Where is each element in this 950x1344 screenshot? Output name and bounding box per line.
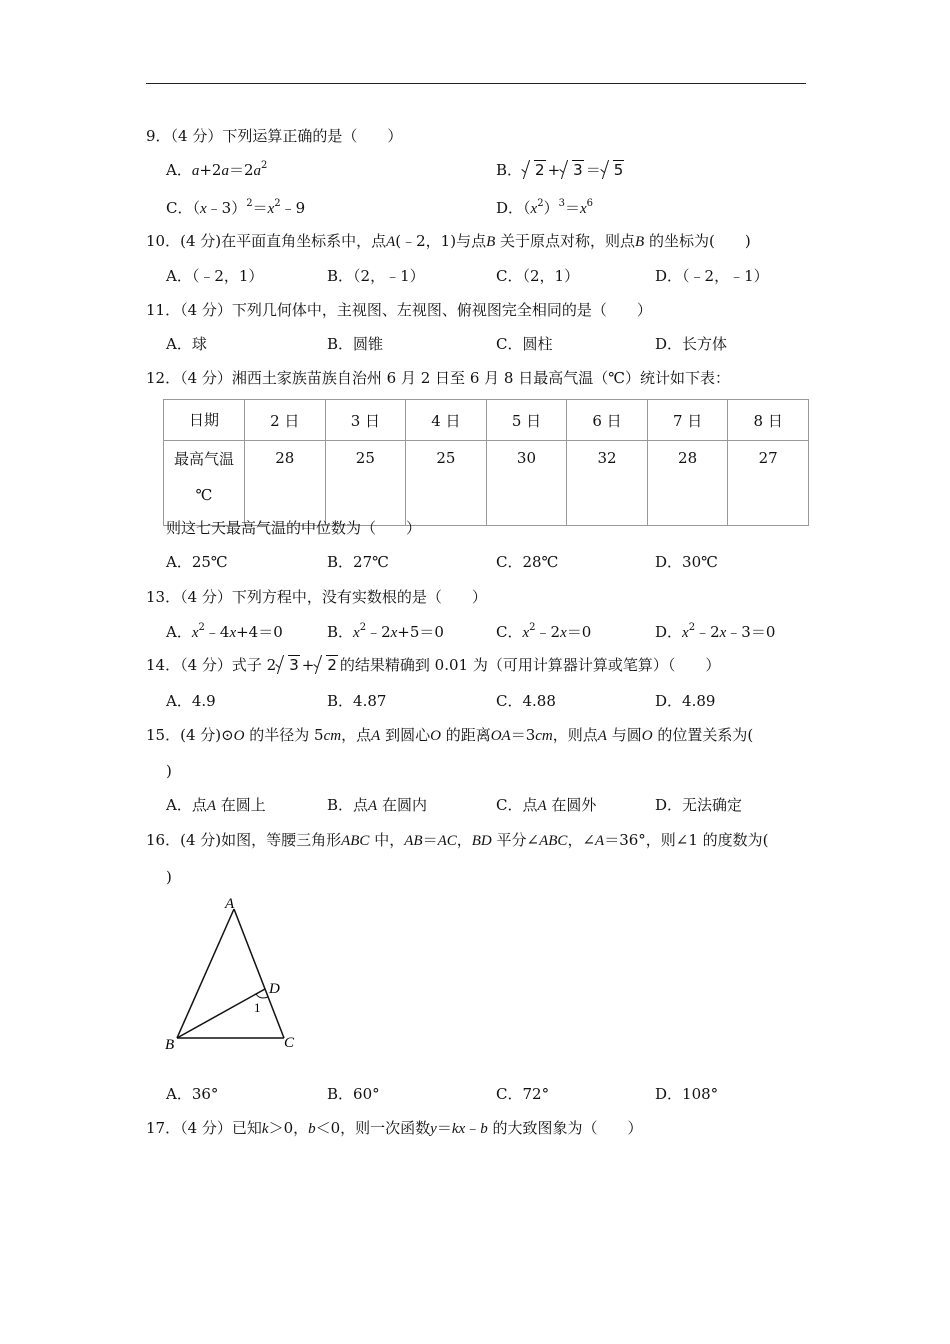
q9-option-d[interactable]: D．$(x^2)^3=x^6$	[496, 198, 594, 217]
q13-option-d[interactable]: D．$x^2﹣2x﹣3=0$	[655, 622, 776, 641]
table-header-cell: 日期	[164, 400, 245, 441]
q11-option-b[interactable]: B．圆锥	[327, 335, 384, 353]
q16-option-a[interactable]: A．36°	[166, 1085, 219, 1103]
vertex-b-label: B	[165, 1037, 175, 1053]
table-cell: 28	[245, 441, 326, 526]
q13-option-c[interactable]: C．$x^2﹣2x=0$	[496, 622, 592, 641]
q10-option-c[interactable]: C．（2，1）	[496, 267, 580, 285]
point-d-label: D	[269, 981, 280, 997]
header-rule	[146, 83, 806, 84]
q9-option-c[interactable]: C．$(x﹣3)^2=x^2﹣9$	[166, 198, 306, 217]
q10-option-d[interactable]: D．（﹣2，﹣1）	[655, 267, 769, 285]
q13-option-a[interactable]: A．$x^2﹣4x+4=0$	[166, 622, 283, 641]
table-header-cell: 6 日	[567, 400, 648, 441]
q15-stem: 15．(4 分)⊙O 的半径为 5cm，点A 到圆心O 的距离OA＝3cm，则点A 与圆O 的位置关系为(	[146, 726, 754, 744]
q14-option-b[interactable]: B．4.87	[327, 692, 387, 710]
side-ab	[177, 909, 234, 1038]
table-header-cell: 2 日	[245, 400, 326, 441]
q9-option-b[interactable]: B． 2 + 3 ＝ 5	[496, 161, 624, 179]
table-header-cell: 4 日	[406, 400, 487, 441]
q16-option-b[interactable]: B．60°	[327, 1085, 380, 1103]
q16-stem: 16．(4 分)如图，等腰三角形ABC 中，AB＝AC，BD 平分∠ABC，∠A＝36°，则∠1 的度数为(	[146, 831, 769, 849]
table-cell: 27	[728, 441, 809, 526]
table-header-cell: 3 日	[325, 400, 406, 441]
q16-option-c[interactable]: C．72°	[496, 1085, 550, 1103]
q10-option-a[interactable]: A．（﹣2，1）	[166, 267, 264, 285]
table-header-cell: 7 日	[647, 400, 728, 441]
q12-option-a[interactable]: A．25℃	[166, 553, 228, 571]
q10-option-b[interactable]: B．（2，﹣1）	[327, 267, 425, 285]
q15-stem-cont: )	[166, 762, 172, 780]
sqrt-symbol: 3	[560, 159, 584, 181]
q13-option-b[interactable]: B．$x^2﹣2x+5=0$	[327, 622, 444, 641]
q14-option-a[interactable]: A．4.9	[166, 692, 216, 710]
angle-1-label: 1	[254, 1000, 261, 1015]
table-row-label: 最高气温 ℃	[164, 441, 245, 526]
table-row	[164, 441, 809, 526]
segment-bd	[177, 989, 265, 1038]
sqrt-symbol: 2	[314, 654, 338, 676]
q16-option-d[interactable]: D．108°	[655, 1085, 719, 1103]
q12-stem: 12．（4 分）湘西土家族苗族自治州 6 月 2 日至 6 月 8 日最高气温（℃）统计如下表：	[146, 369, 730, 387]
temperature-table	[163, 399, 809, 526]
q11-option-a[interactable]: A．球	[166, 335, 207, 353]
table-header-row	[164, 400, 809, 441]
table-header-cell: 5 日	[486, 400, 567, 441]
q14-option-c[interactable]: C．4.88	[496, 692, 556, 710]
q17-stem: 17．（4 分）已知k＞0，b＜0，则一次函数y＝kx﹣b 的大致图象为（ ）	[146, 1119, 643, 1137]
sqrt-symbol: 2	[522, 159, 546, 181]
table-cell: 28	[647, 441, 728, 526]
q15-option-c[interactable]: C．点A 在圆外	[496, 796, 597, 814]
q12-option-b[interactable]: B．27℃	[327, 553, 389, 571]
q16-stem-cont: )	[166, 868, 172, 886]
table-cell: 25	[406, 441, 487, 526]
q12-option-d[interactable]: D．30℃	[655, 553, 718, 571]
sqrt-symbol: 3	[276, 654, 300, 676]
sqrt-symbol: 5	[601, 159, 625, 181]
q14-option-d[interactable]: D．4.89	[655, 692, 716, 710]
triangle-figure	[162, 892, 302, 1057]
table-cell: 25	[325, 441, 406, 526]
q9-stem: 9．（4 分）下列运算正确的是（ ）	[146, 127, 403, 145]
q15-option-b[interactable]: B．点A 在圆内	[327, 796, 427, 814]
q10-stem: 10．(4 分)在平面直角坐标系中，点A(﹣2，1)与点B 关于原点对称，则点B 的坐标为( )	[146, 232, 751, 250]
table-cell: 32	[567, 441, 648, 526]
q11-option-d[interactable]: D．长方体	[655, 335, 728, 353]
q13-stem: 13．（4 分）下列方程中，没有实数根的是（ ）	[146, 588, 487, 606]
q15-option-d[interactable]: D．无法确定	[655, 796, 743, 814]
q12-follow: 则这七天最高气温的中位数为（ ）	[166, 519, 422, 537]
q15-option-a[interactable]: A．点A 在圆上	[166, 796, 266, 814]
vertex-c-label: C	[284, 1035, 295, 1051]
side-ac	[234, 909, 284, 1038]
q9-option-a[interactable]: A．$a+2a=2a^2$	[166, 160, 268, 179]
angle-1-arc	[256, 994, 268, 998]
vertex-a-label: A	[225, 896, 235, 912]
q11-option-c[interactable]: C．圆柱	[496, 335, 553, 353]
q12-option-c[interactable]: C．28℃	[496, 553, 559, 571]
table-cell: 30	[486, 441, 567, 526]
q11-stem: 11．（4 分）下列几何体中，主视图、左视图、俯视图完全相同的是（ ）	[146, 301, 652, 319]
table-header-cell: 8 日	[728, 400, 809, 441]
q14-stem: 14．（4 分）式子 2 3 + 2 的结果精确到 0.01 为（可用计算器计算或笔算）（ ）	[146, 656, 721, 674]
